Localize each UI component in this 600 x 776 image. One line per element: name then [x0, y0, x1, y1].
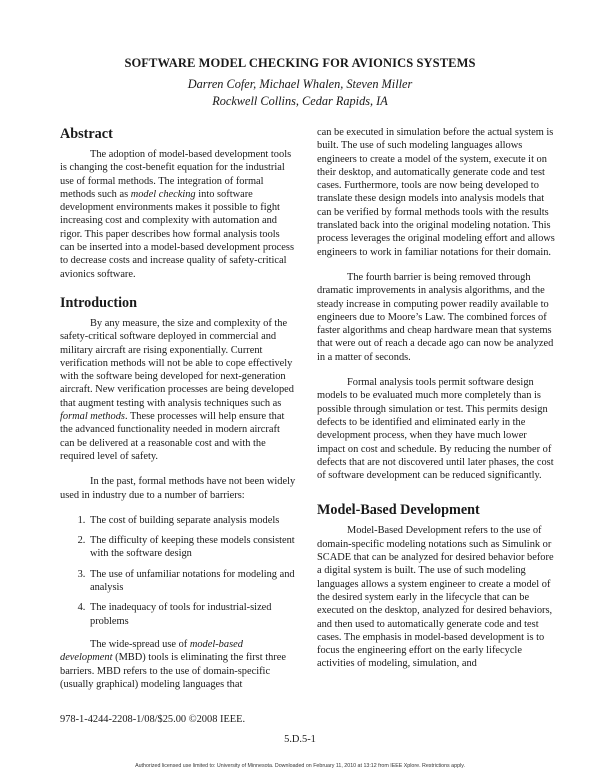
license-notice: Authorized licensed use limited to: University of Minnesota. Downloaded on February 11, 2010 at 13:12 from IEEE Xplore. Restrictions apply. — [135, 763, 465, 769]
abstract-emphasis: model checking — [130, 188, 196, 200]
introduction-section — [60, 295, 296, 691]
author-names: Darren Cofer, Michael Whalen, Steven Miller — [187, 77, 413, 91]
intro-paragraph-5: Formal analysis tools permit software design models to be evaluated much more completely than is possible through simulation or test. This permits design defects to be identified and eliminated early in the development process, when they have much lower impact on cost and schedule. By reducing the number of defects that are not discovered until later phases, the cost of software development can be reduced significantly. — [317, 377, 554, 482]
intro-paragraph-4: The fourth barrier is being removed through dramatic improvements in analysis algorithms, and the steady increase in computing power readily available to engineers due to Moore’s Law. The combined forces of faster algorithms and cheap hardware mean that systems that were out of reach a decade ago can now be analyzed in a matter of seconds. — [317, 271, 554, 363]
intro-p1-emphasis: formal methods — [60, 411, 125, 423]
list-item: 4. The inadequacy of tools for industrial-sized problems — [88, 601, 296, 628]
isbn-footer: 978-1-4244-2208-1/08/$25.00 ©2008 IEEE. — [60, 714, 246, 725]
introduction-heading: Introduction — [60, 294, 137, 311]
author-block — [0, 76, 600, 110]
abstract-paragraph — [60, 148, 296, 281]
intro-paragraph-2: In the past, formal methods have not been widely used in industry due to a number of barriers: — [60, 476, 296, 501]
list-item: 3. The use of unfamiliar notations for modeling and analysis — [88, 568, 296, 595]
left-column — [60, 126, 296, 703]
page-number: 5.D.5-1 — [284, 734, 316, 745]
intro-paragraph-3 — [60, 638, 296, 691]
intro-paragraph-1 — [60, 317, 296, 463]
paper-title: SOFTWARE MODEL CHECKING FOR AVIONICS SYSTEMS — [124, 56, 476, 70]
intro-p3-text-a: The wide-spread use of — [90, 638, 190, 650]
barriers-list — [60, 514, 296, 628]
mbd-heading: Model-Based Development — [317, 502, 480, 519]
intro-p3-emphasis: model-based development — [60, 638, 243, 664]
abstract-text-a: The adoption of model-based development tools is changing the cost-benefit equation for the industrial use of formal methods. The integration of formal methods such as — [60, 149, 292, 200]
intro-p1-text-b: . These processes will help ensure that the advanced functionality needed in modern aircraft can be delivered at a reasonable cost and with the required level of safety. — [60, 411, 285, 462]
mbd-section — [317, 502, 555, 670]
list-item: 2. The difficulty of keeping these models consistent with the software design — [88, 534, 296, 561]
abstract-text-b: into software development environments makes it possible to fight increasing cost and complexity with automation and rigor. This paper describes how formal analysis tools can be inserted into a model-based development process to decrease costs and increase quality of safety-critical avionics software. — [60, 188, 294, 280]
abstract-section — [60, 126, 296, 281]
intro-paragraph-3-continued: can be executed in simulation before the actual system is built. The use of such modeling languages allows engineers to create a model of the system, execute it on their desktop, and automatically generate code and test cases. Furthermore, tools are now being developed to translate these design models into analysis models that can be verified by formal methods tools with the results translated back into the original modeling notation. This process leverages the original modeling effort and allows engineers to work in familiar notations for their domain. — [317, 127, 555, 258]
right-column — [317, 126, 555, 683]
intro-p1-text-a: By any measure, the size and complexity of the safety-critical software deployed in commercial and military aircraft are rising exponentially. Current verification methods will not be able to cope effectively with the software being developed for next-generation aircraft. New verification processes are being developed that augment testing with analysis techniques such as — [60, 317, 294, 409]
intro-p3-text-b: (MBD) tools is eliminating the first three barriers. MBD refers to the use of domain-specific (usually graphical) modeling languages that — [60, 652, 286, 690]
list-item: 1. The cost of building separate analysis models — [88, 514, 296, 527]
abstract-heading: Abstract — [60, 126, 113, 142]
mbd-paragraph-1: Model-Based Development refers to the use of domain-specific modeling notations such as Simulink or SCADE that can be analyzed for desired behavior before a digital system is built. The use of such modeling languages allows a system engineer to create a model of the desired system early in the lifecycle that can be executed on the desktop, analyzed for desired behaviors, and then used to automatically generate code and test cases. The emphasis in model-based development is to focus the engineering effort on the early lifecycle activities of modeling, simulation, and — [317, 525, 554, 670]
author-affiliation: Rockwell Collins, Cedar Rapids, IA — [212, 94, 388, 108]
